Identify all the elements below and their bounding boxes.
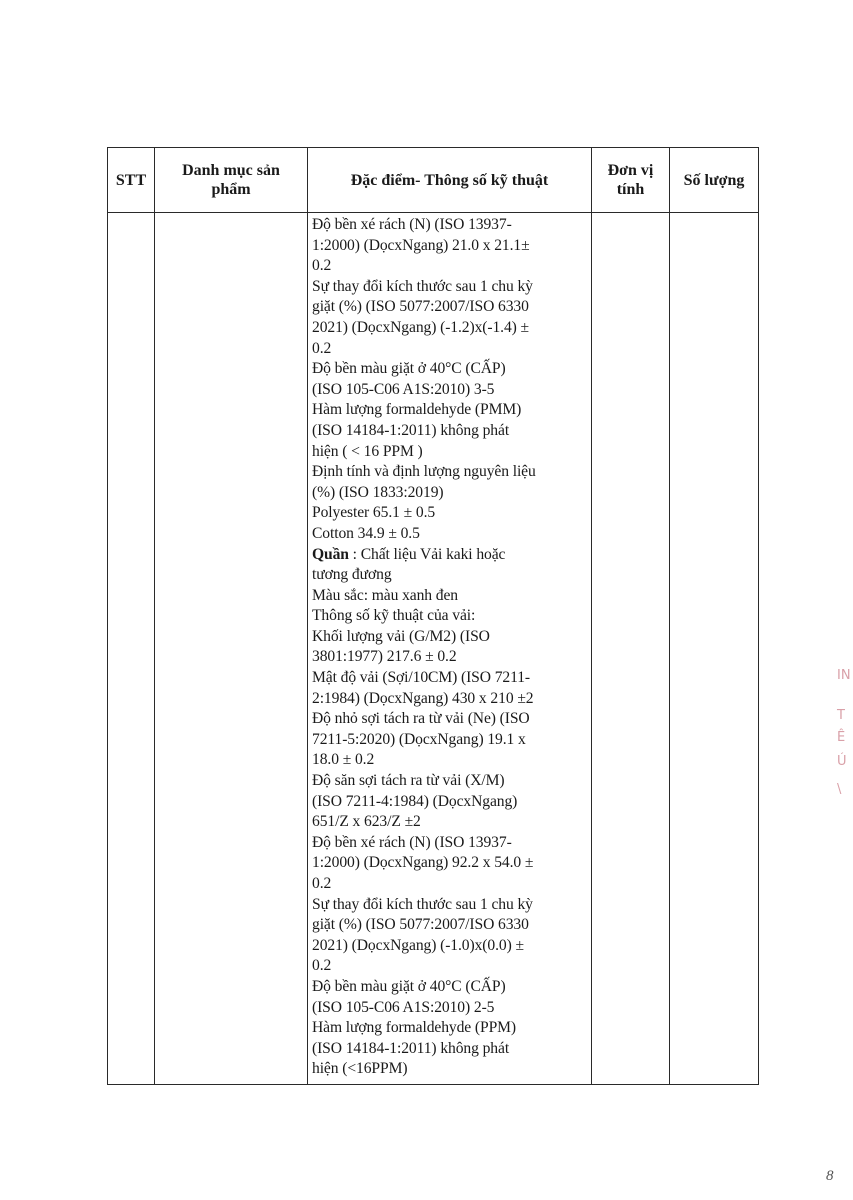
spec-line: Hàm lượng formaldehyde (PMM) xyxy=(312,401,522,419)
spec-line: giặt (%) (ISO 5077:2007/ISO 6330 xyxy=(312,916,529,934)
spec-line: 0.2 xyxy=(312,257,332,275)
stamp-text: Ú xyxy=(837,754,847,769)
cell-product-name xyxy=(155,213,308,1085)
spec-line: Độ săn sợi tách ra từ vải (X/M) xyxy=(312,772,505,790)
spec-line: 2021) (DọcxNgang) (-1.2)x(-1.4) ± xyxy=(312,318,530,336)
spec-table xyxy=(107,147,759,1085)
spec-line: 7211-5:2020) (DọcxNgang) 19.1 x xyxy=(312,730,526,748)
table-row xyxy=(108,213,759,1085)
header-quantity: Số lượng xyxy=(670,148,759,213)
stamp-text: T xyxy=(837,708,845,723)
spec-line: 1:2000) (DọcxNgang) 21.0 x 21.1± xyxy=(312,236,530,254)
cell-unit xyxy=(592,213,670,1085)
spec-line: Độ nhỏ sợi tách ra từ vải (Ne) (ISO xyxy=(312,710,530,728)
spec-line-pants xyxy=(312,545,587,566)
spec-line: Cotton 34.9 ± 0.5 xyxy=(312,524,420,542)
spec-line: Sự thay đổi kích thước sau 1 chu kỳ xyxy=(312,895,533,913)
cell-quantity xyxy=(670,213,759,1085)
spec-line: Sự thay đổi kích thước sau 1 chu kỳ xyxy=(312,277,533,295)
pants-material: : Chất liệu Vải kaki hoặc xyxy=(348,545,506,563)
spec-line: (ISO 14184-1:2011) không phát xyxy=(312,1039,510,1057)
pants-heading: Quần xyxy=(312,545,349,563)
spec-line: Khối lượng vải (G/M2) (ISO xyxy=(312,627,490,645)
spec-lines xyxy=(308,213,591,1080)
spec-line: 18.0 ± 0.2 xyxy=(312,751,375,769)
header-product-name: Danh mục sản phẩm xyxy=(155,148,308,213)
spec-line: Hàm lượng formaldehyde (PPM) xyxy=(312,1019,517,1037)
spec-line: Độ bền màu giặt ở 40°C (CẤP) xyxy=(312,977,506,995)
spec-line: Thông số kỹ thuật của vải: xyxy=(312,607,476,625)
spec-line: 2:1984) (DọcxNgang) 430 x 210 ±2 xyxy=(312,689,534,707)
spec-line: Độ bền màu giặt ở 40°C (CẤP) xyxy=(312,360,506,378)
stamp-text: IN xyxy=(837,668,851,683)
spec-line: 0.2 xyxy=(312,339,332,357)
cell-stt xyxy=(108,213,155,1085)
spec-line: Màu sắc: màu xanh đen xyxy=(312,586,458,604)
header-spec: Đặc điểm- Thông số kỹ thuật xyxy=(308,148,592,213)
spec-line: Mật độ vải (Sợi/10CM) (ISO 7211- xyxy=(312,669,531,687)
spec-line: tương đương xyxy=(312,566,392,584)
spec-line: 0.2 xyxy=(312,875,332,892)
spec-line: 1:2000) (DọcxNgang) 92.2 x 54.0 ± xyxy=(312,854,534,872)
spec-line: 2021) (DọcxNgang) (-1.0)x(0.0) ± xyxy=(312,936,524,954)
header-row xyxy=(108,148,759,213)
page-number: 8 xyxy=(826,1168,834,1184)
spec-line: (ISO 14184-1:2011) không phát xyxy=(312,421,510,439)
spec-line: Polyester 65.1 ± 0.5 xyxy=(312,504,436,522)
spec-line: (ISO 105-C06 A1S:2010) 3-5 xyxy=(312,380,495,398)
spec-line: Định tính và định lượng nguyên liệu xyxy=(312,463,536,481)
spec-line: 0.2 xyxy=(312,957,332,975)
cell-spec xyxy=(308,213,592,1085)
header-unit: Đơn vị tính xyxy=(592,148,670,213)
spec-line: (ISO 105-C06 A1S:2010) 2-5 xyxy=(312,998,495,1016)
spec-line: Độ bền xé rách (N) (ISO 13937- xyxy=(312,216,512,233)
spec-line: hiện ( < 16 PPM ) xyxy=(312,442,423,460)
spec-line: hiện (<16PPM) xyxy=(312,1060,408,1078)
header-stt: STT xyxy=(108,148,155,213)
spec-line: Độ bền xé rách (N) (ISO 13937- xyxy=(312,833,512,851)
spec-line: 3801:1977) 217.6 ± 0.2 xyxy=(312,648,457,666)
stamp-fragment xyxy=(833,662,853,822)
stamp-text: \ xyxy=(837,782,842,797)
stamp-text: Ê xyxy=(837,730,846,745)
spec-line: (ISO 7211-4:1984) (DọcxNgang) xyxy=(312,792,518,810)
spec-line: 651/Z x 623/Z ±2 xyxy=(312,813,421,831)
spec-line: (%) (ISO 1833:2019) xyxy=(312,483,444,501)
spec-line: giặt (%) (ISO 5077:2007/ISO 6330 xyxy=(312,298,529,316)
